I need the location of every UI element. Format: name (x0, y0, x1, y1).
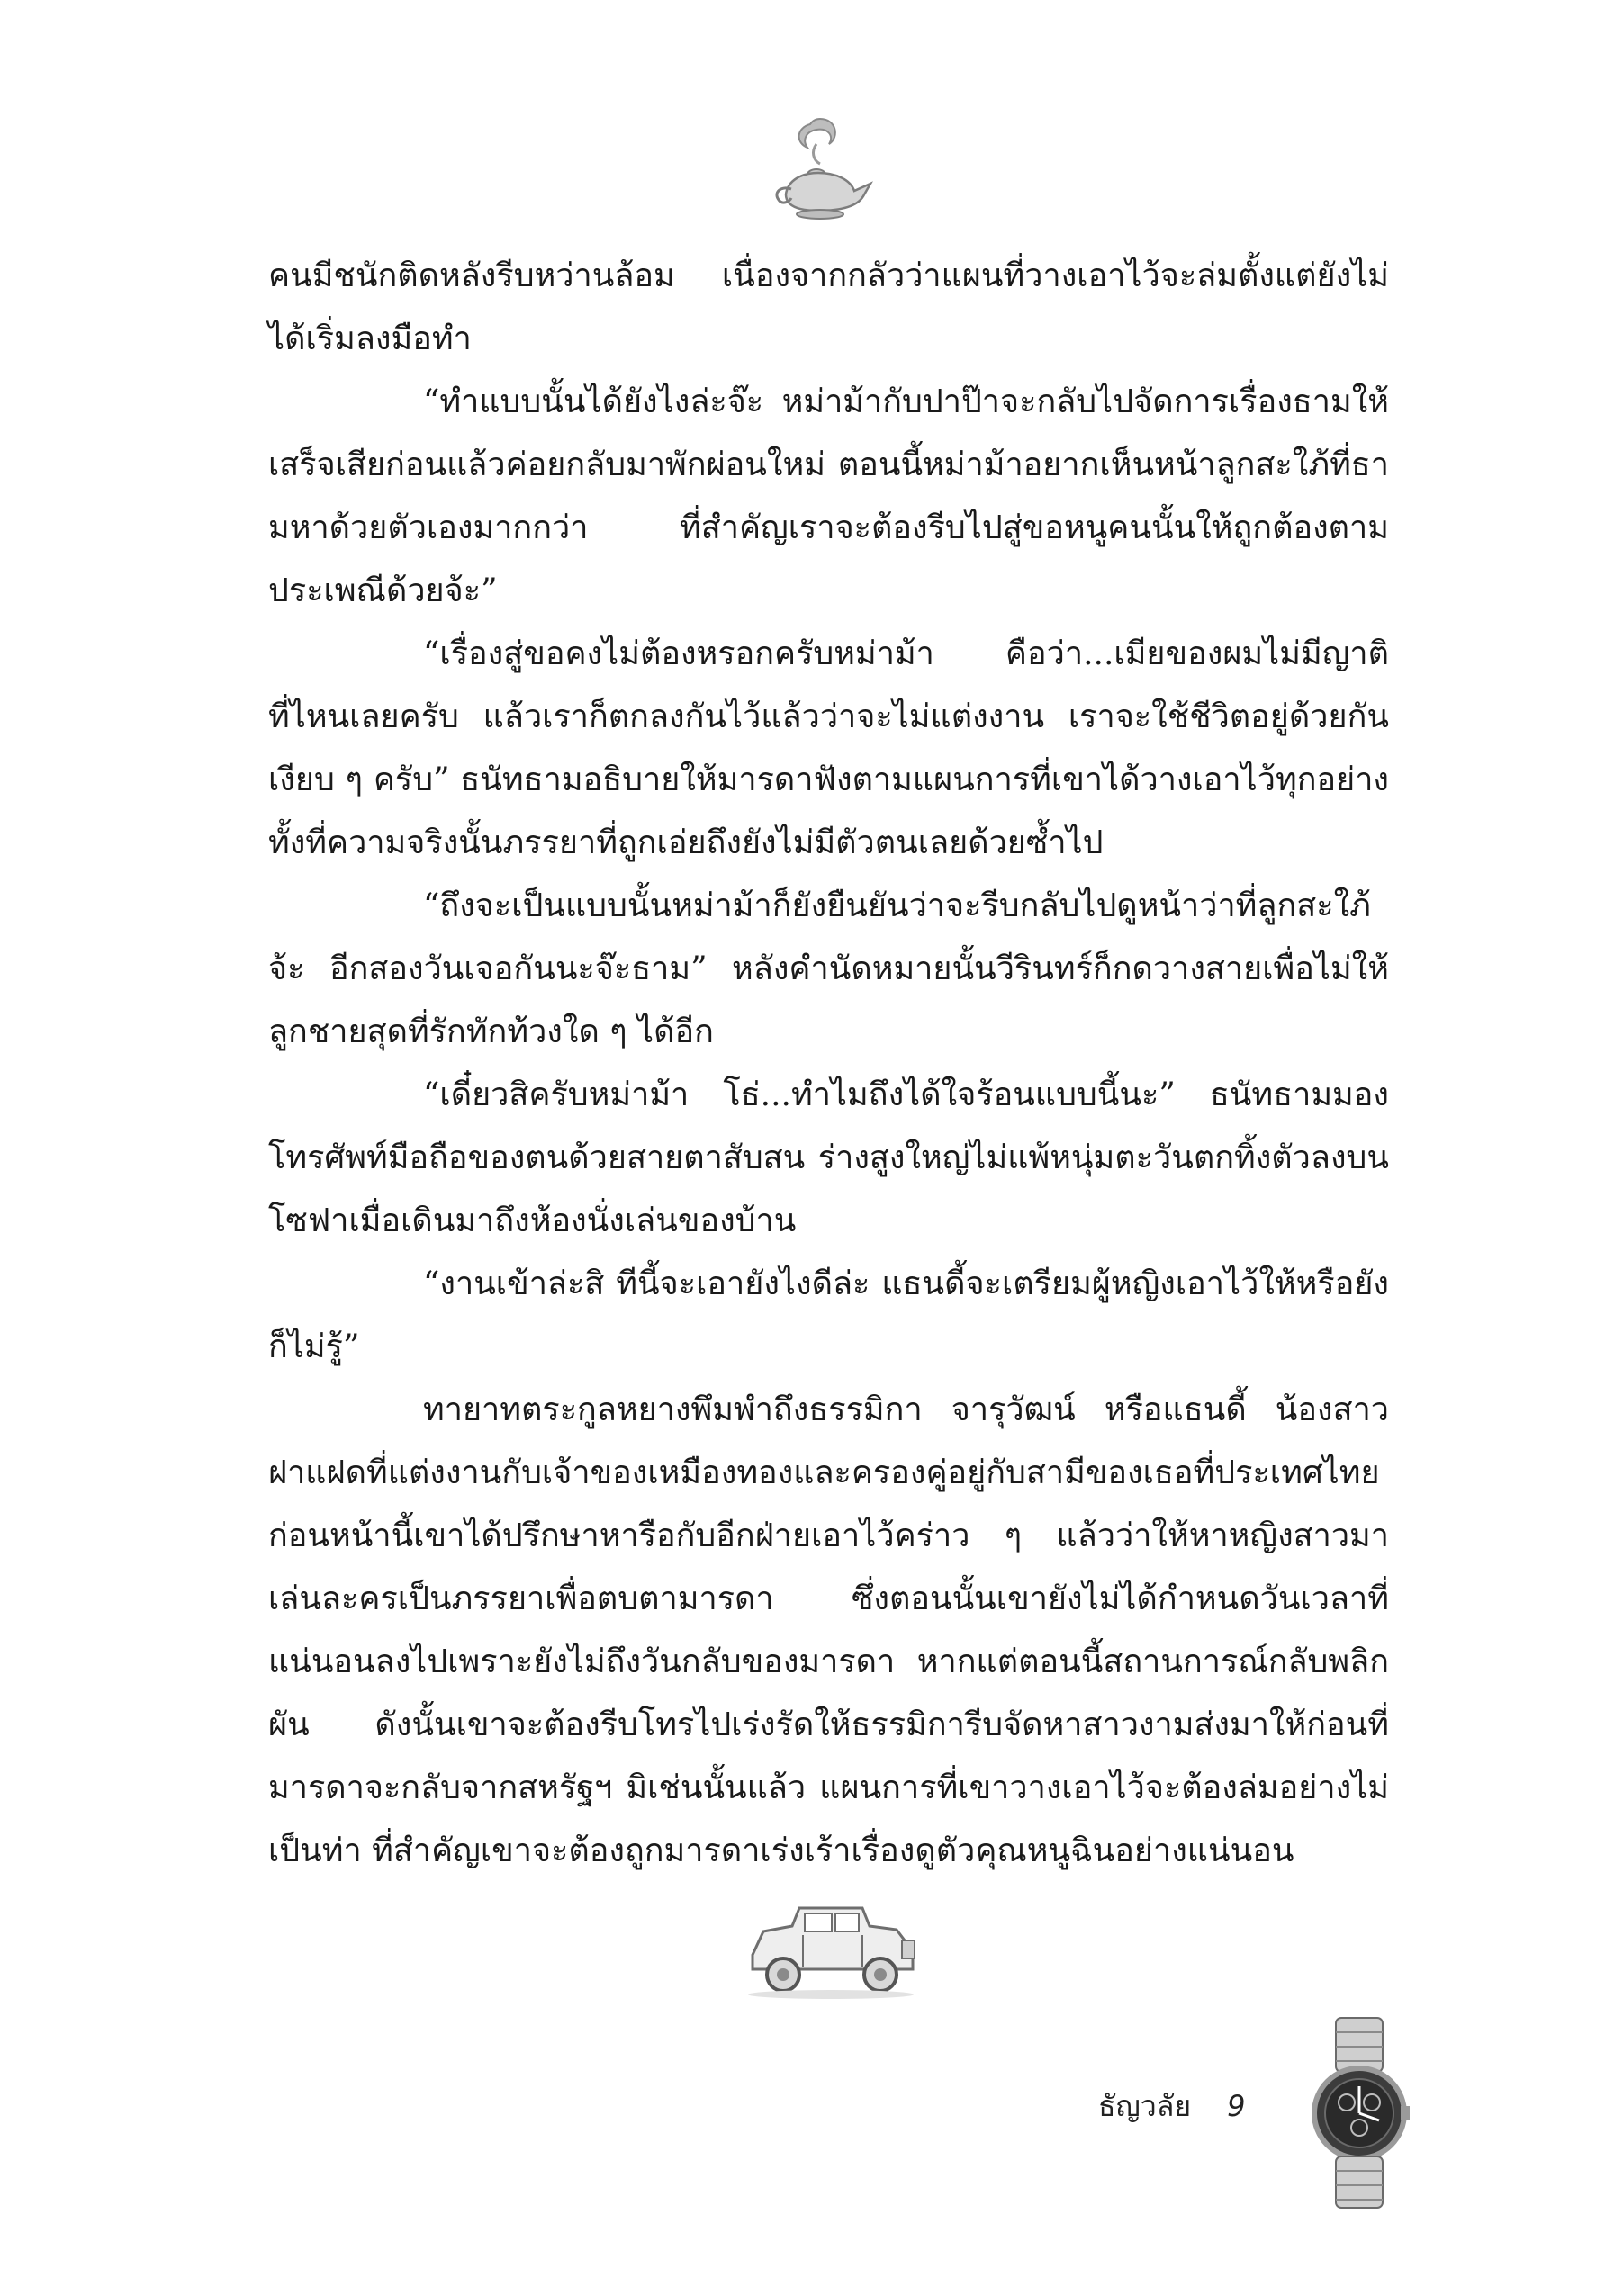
page-footer (1098, 2079, 1296, 2133)
paragraph: “ถึงจะเป็นแบบนั้นหม่าม้าก็ยังยืนยันว่าจะรีบกลับไปดูหน้าว่าที่ลูกสะใภ้จ้ะ อีกสองวันเจอกันนะจ๊ะธาม” หลังคำนัดหมายนั้นวีรินทร์ก็กดวางสายเพื่อไม่ให้ลูกชายสุดที่รักทักท้วงใด ๆ ได้อีก (268, 887, 1389, 1050)
body-text (268, 245, 1389, 1883)
paragraph: คนมีชนักติดหลังรีบหว่านล้อม เนื่องจากกลัวว่าแผนที่วางเอาไว้จะล่มตั้งแต่ยังไม่ได้เริ่มลงมือทำ (268, 257, 1389, 357)
paragraph: “ทำแบบนั้นได้ยังไงล่ะจ๊ะ หม่าม้ากับปาป๊าจะกลับไปจัดการเรื่องธามให้เสร็จเสียก่อนแล้วค่อยกลับมาพักผ่อนใหม่ ตอนนี้หม่าม้าอยากเห็นหน้าลูกสะใภ้ที่ธามหาด้วยตัวเองมากกว่า ที่สำคัญเราจะต้องรีบไปสู่ขอหนูคนนั้นให้ถูกต้องตามประเพณีด้วยจ้ะ” (268, 383, 1389, 609)
paragraph: “งานเข้าล่ะสิ ทีนี้จะเอายังไงดีล่ะ แธนดี้จะเตรียมผู้หญิงเอาไว้ให้หรือยังก็ไม่รู้” (268, 1265, 1389, 1365)
wristwatch-icon (1305, 2016, 1413, 2210)
paragraph: “เดี๋ยวสิครับหม่าม้า โธ่...ทำไมถึงได้ใจร้อนแบบนี้นะ” ธนัทธามมองโทรศัพท์มือถือของตนด้วยสายตาสับสน ร่างสูงใหญ่ไม่แพ้หนุ่มตะวันตกทิ้งตัวลงบนโซฟาเมื่อเดินมาถึงห้องนั่งเล่นของบ้าน (268, 1076, 1389, 1239)
running-title: ธัญวลัย (1098, 2088, 1192, 2123)
paragraph: “เรื่องสู่ขอคงไม่ต้องหรอกครับหม่าม้า คือว่า...เมียของผมไม่มีญาติที่ไหนเลยครับ แล้วเราก็ตกลงกันไว้แล้วว่าจะไม่แต่งงาน เราจะใช้ชีวิตอยู่ด้วยกันเงียบ ๆ ครับ” ธนัทธามอธิบายให้มารดาฟังตามแผนการที่เขาได้วางเอาไว้ทุกอย่าง ทั้งที่ความจริงนั้นภรรยาที่ถูกเอ่ยถึงยังไม่มีตัวตนเลยด้วยซ้ำไป (268, 635, 1389, 861)
jeep-icon (736, 1899, 925, 2003)
page-number: 9 (1227, 2089, 1246, 2123)
paragraph: ทายาทตระกูลหยางพึมพำถึงธรรมิกา จารุวัฒน์ หรือแธนดี้ น้องสาวฝาแฝดที่แต่งงานกับเจ้าของเหมืองทองและครองคู่อยู่กับสามีของเธอที่ประเทศไทย ก่อนหน้านี้เขาได้ปรึกษาหารือกับอีกฝ่ายเอาไว้คร่าว ๆ แล้วว่าให้หาหญิงสาวมาเล่นละครเป็นภรรยาเพื่อตบตามารดา ซึ่งตอนนั้นเขายังไม่ได้กำหนดวันเวลาที่แน่นอนลงไปเพราะยังไม่ถึงวันกลับของมารดา หากแต่ตอนนี้สถานการณ์กลับพลิกผัน ดังนั้นเขาจะต้องรีบโทรไปเร่งรัดให้ธรรมิการีบจัดหาสาวงามส่งมาให้ก่อนที่มารดาจะกลับจากสหรัฐฯ มิเช่นนั้นแล้ว แผนการที่เขาวางเอาไว้จะต้องล่มอย่างไม่เป็นท่า ที่สำคัญเขาจะต้องถูกมารดาเร่งเร้าเรื่องดูตัวคุณหนูฉินอย่างแน่นอน (268, 1391, 1389, 1869)
genie-lamp-icon (761, 108, 878, 225)
